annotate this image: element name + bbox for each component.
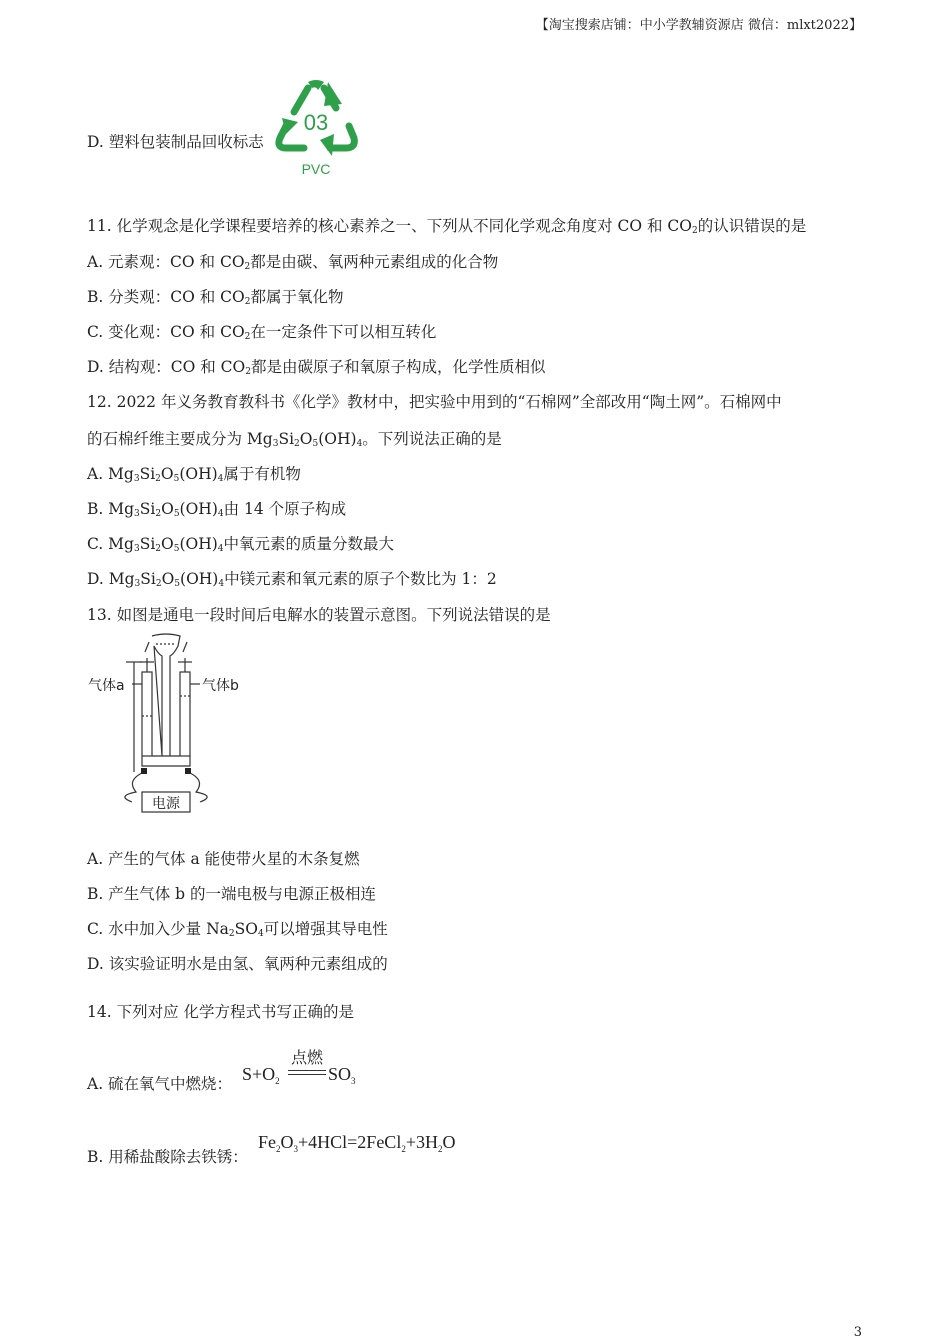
q11-stem: 11. 化学观念是化学课程要培养的核心素养之一、下列从不同化学观念角度对 CO 和 $CO_2$的认识错误的是 [87, 217, 807, 236]
q13-stem: 13. 如图是通电一段时间后电解水的装置示意图。下列说法错误的是 [87, 606, 551, 624]
page-number: 3 [853, 1325, 862, 1340]
q13-option-c: C. 水中加入少量 $Na_2SO_4$可以增强其导电性 [87, 920, 388, 939]
q12-option-a: A. $Mg_3Si_2O_5(OH)_4$属于有机物 [87, 465, 301, 484]
q14-stem: 14. 下列对应 化学方程式书写正确的是 [87, 1003, 355, 1021]
page-header: 【淘宝搜索店铺：中小学教辅资源店 微信：mlxt2022】 [535, 18, 862, 33]
q14-option-a-equals-sign [288, 1070, 326, 1075]
electrolysis-apparatus-diagram [86, 632, 256, 818]
q14-option-a-equation-left: $S+O_2$ [242, 1064, 280, 1086]
q12-stem-line2: 的石棉纤维主要成分为 $Mg_3Si_2O_5(OH)_4$。下列说法正确的是 [87, 430, 502, 449]
q13-option-a: A. 产生的气体 a 能使带火星的木条复燃 [87, 850, 360, 868]
recycle-logo-text: PVC [301, 161, 331, 177]
q12-option-b: B. $Mg_3Si_2O_5(OH)_4$由 14 个原子构成 [87, 500, 347, 519]
recycle-logo-icon [272, 76, 362, 180]
recycle-logo-number: 03 [303, 110, 329, 135]
q11-option-a: A. 元素观：CO 和 $CO_2$都是由碳、氧两种元素组成的化合物 [87, 253, 499, 272]
gas-a-label: 气体a [88, 678, 125, 694]
q11-option-b: B. 分类观：CO 和 $CO_2$都属于氧化物 [87, 288, 344, 307]
q11-option-c: C. 变化观：CO 和 $CO_2$在一定条件下可以相互转化 [87, 323, 437, 342]
q12-option-c: C. $Mg_3Si_2O_5(OH)_4$中氧元素的质量分数最大 [87, 535, 395, 554]
q14-option-b-equation: $Fe_2O_3+4HCl=2FeCl_2+3H_2O$ [258, 1132, 456, 1154]
gas-b-label: 气体b [202, 678, 239, 694]
q12-stem-line1: 12. 2022 年义务教育教科书《化学》教材中，把实验中用到的“石棉网”全部改用“陶土网”。石棉网中 [87, 393, 782, 411]
q11-option-d: D. 结构观：CO 和 $CO_2$都是由碳原子和氧原子构成，化学性质相似 [87, 358, 546, 377]
q14-option-a-condition: 点燃 [290, 1048, 323, 1067]
q13-option-b: B. 产生气体 b 的一端电极与电源正极相连 [87, 885, 377, 903]
q14-option-a-equation-right: $SO_3$ [328, 1064, 356, 1086]
q14-option-a-label: A. 硫在氧气中燃烧： [87, 1075, 233, 1093]
q14-option-b-label: B. 用稀盐酸除去铁锈： [87, 1148, 248, 1166]
power-source-label: 电源 [152, 796, 180, 812]
q12-option-d: D. $Mg_3Si_2O_5(OH)_4$中镁元素和氧元素的原子个数比为 1：2 [87, 570, 497, 589]
q10-option-d-label: D. 塑料包装制品回收标志 [87, 133, 264, 151]
q13-option-d: D. 该实验证明水是由氢、氧两种元素组成的 [87, 955, 388, 973]
